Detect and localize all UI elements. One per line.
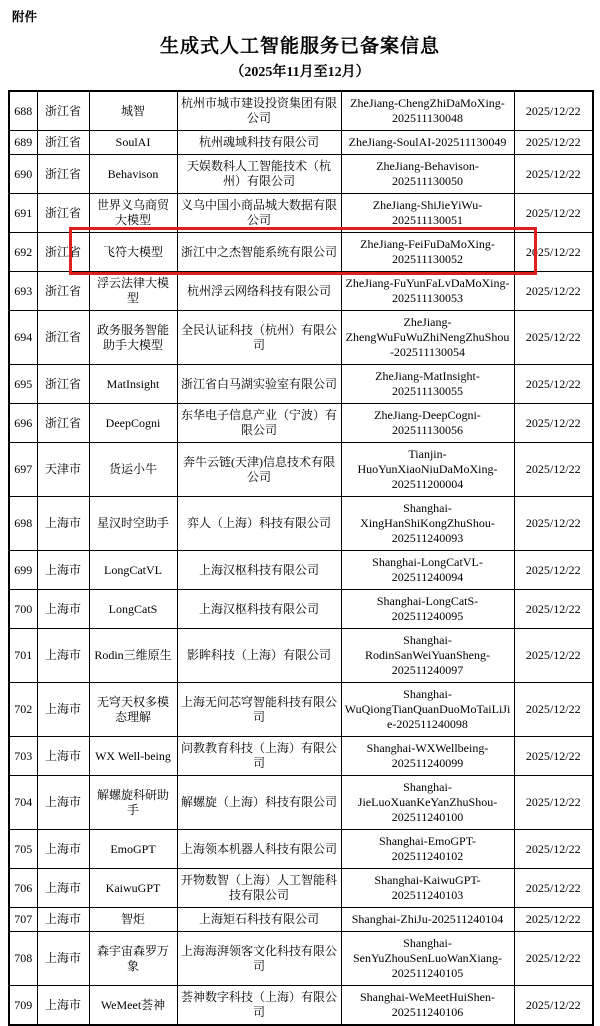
cell-model-name: WeMeet荟神: [89, 986, 177, 1026]
cell-serial-number: 702: [9, 683, 37, 737]
cell-registration-code: Shanghai-WuQiongTianQuanDuoMoTaiLiJie-202511240098: [341, 683, 514, 737]
cell-serial-number: 696: [9, 404, 37, 443]
cell-serial-number: 706: [9, 869, 37, 908]
table-row: [9, 443, 593, 497]
cell-company-name: 义乌中国小商品城大数据有限公司: [177, 194, 341, 233]
cell-registration-code: ZheJiang-DeepCogni-202511130056: [341, 404, 514, 443]
cell-model-name: LongCatS: [89, 590, 177, 629]
cell-company-name: 上海海湃领客文化科技有限公司: [177, 932, 341, 986]
cell-model-name: 浮云法律大模型: [89, 272, 177, 311]
cell-model-name: KaiwuGPT: [89, 869, 177, 908]
table-row: [9, 737, 593, 776]
cell-serial-number: 705: [9, 830, 37, 869]
cell-serial-number: 701: [9, 629, 37, 683]
cell-company-name: 影眸科技（上海）有限公司: [177, 629, 341, 683]
cell-registration-code: ZheJiang-SoulAI-202511130049: [341, 131, 514, 155]
cell-serial-number: 709: [9, 986, 37, 1026]
table-row: [9, 869, 593, 908]
cell-model-name: 解螺旋科研助手: [89, 776, 177, 830]
cell-serial-number: 697: [9, 443, 37, 497]
cell-company-name: 杭州浮云网络科技有限公司: [177, 272, 341, 311]
cell-registration-code: Shanghai-WXWellbeing-202511240099: [341, 737, 514, 776]
cell-region: 上海市: [37, 683, 89, 737]
cell-serial-number: 689: [9, 131, 37, 155]
cell-region: 上海市: [37, 551, 89, 590]
cell-region: 浙江省: [37, 194, 89, 233]
cell-model-name: Behavison: [89, 155, 177, 194]
cell-registration-code: Shanghai-ZhiJu-202511240104: [341, 908, 514, 932]
cell-company-name: 上海领本机器人科技有限公司: [177, 830, 341, 869]
cell-serial-number: 699: [9, 551, 37, 590]
cell-company-name: 荟神数字科技（上海）有限公司: [177, 986, 341, 1026]
cell-region: 浙江省: [37, 272, 89, 311]
cell-company-name: 浙江中之杰智能系统有限公司: [177, 233, 341, 272]
table-row: [9, 932, 593, 986]
cell-company-name: 杭州市城市建设投资集团有限公司: [177, 91, 341, 131]
cell-registration-code: Tianjin-HuoYunXiaoNiuDaMoXing-202511200004: [341, 443, 514, 497]
table-row: [9, 497, 593, 551]
cell-model-name: EmoGPT: [89, 830, 177, 869]
cell-serial-number: 700: [9, 590, 37, 629]
cell-model-name: MatInsight: [89, 365, 177, 404]
cell-date: 2025/12/22: [514, 311, 593, 365]
cell-registration-code: ZheJiang-FeiFuDaMoXing-202511130052: [341, 233, 514, 272]
cell-date: 2025/12/22: [514, 194, 593, 233]
table-row: [9, 194, 593, 233]
cell-region: 上海市: [37, 986, 89, 1026]
cell-company-name: 东华电子信息产业（宁波）有限公司: [177, 404, 341, 443]
cell-registration-code: Shanghai-LongCatVL-202511240094: [341, 551, 514, 590]
cell-registration-code: ZheJiang-ShiJieYiWu-202511130051: [341, 194, 514, 233]
cell-registration-code: Shanghai-KaiwuGPT-202511240103: [341, 869, 514, 908]
table-row: [9, 155, 593, 194]
table-row: [9, 776, 593, 830]
cell-region: 浙江省: [37, 365, 89, 404]
cell-company-name: 天娱数科人工智能技术（杭州）有限公司: [177, 155, 341, 194]
attachment-label: 附件: [12, 10, 38, 24]
cell-model-name: 智炬: [89, 908, 177, 932]
table-row: [9, 908, 593, 932]
table-row: [9, 590, 593, 629]
cell-model-name: 城智: [89, 91, 177, 131]
cell-region: 浙江省: [37, 233, 89, 272]
cell-company-name: 上海汉枢科技有限公司: [177, 590, 341, 629]
cell-serial-number: 698: [9, 497, 37, 551]
cell-model-name: SoulAI: [89, 131, 177, 155]
cell-company-name: 问教教育科技（上海）有限公司: [177, 737, 341, 776]
cell-registration-code: ZheJiang-MatInsight-202511130055: [341, 365, 514, 404]
cell-company-name: 解螺旋（上海）科技有限公司: [177, 776, 341, 830]
cell-serial-number: 708: [9, 932, 37, 986]
cell-date: 2025/12/22: [514, 830, 593, 869]
cell-company-name: 浙江省白马湖实验室有限公司: [177, 365, 341, 404]
table-row: [9, 830, 593, 869]
cell-serial-number: 691: [9, 194, 37, 233]
table-row: [9, 629, 593, 683]
cell-date: 2025/12/22: [514, 932, 593, 986]
cell-model-name: DeepCogni: [89, 404, 177, 443]
cell-date: 2025/12/22: [514, 629, 593, 683]
cell-model-name: LongCatVL: [89, 551, 177, 590]
cell-serial-number: 693: [9, 272, 37, 311]
cell-model-name: WX Well-being: [89, 737, 177, 776]
cell-company-name: 开物数智（上海）人工智能科技有限公司: [177, 869, 341, 908]
cell-date: 2025/12/22: [514, 551, 593, 590]
cell-region: 上海市: [37, 497, 89, 551]
table-row: [9, 404, 593, 443]
cell-region: 上海市: [37, 737, 89, 776]
cell-date: 2025/12/22: [514, 497, 593, 551]
cell-model-name: 无穹天权多模态理解: [89, 683, 177, 737]
table-row: [9, 551, 593, 590]
cell-region: 上海市: [37, 908, 89, 932]
table-row: [9, 233, 593, 272]
cell-model-name: Rodin三维原生: [89, 629, 177, 683]
cell-company-name: 奔牛云链(天津)信息技术有限公司: [177, 443, 341, 497]
cell-serial-number: 688: [9, 91, 37, 131]
table-row: [9, 272, 593, 311]
table-row: [9, 365, 593, 404]
cell-model-name: 世界义乌商贸大模型: [89, 194, 177, 233]
cell-region: 天津市: [37, 443, 89, 497]
cell-region: 浙江省: [37, 91, 89, 131]
cell-registration-code: ZheJiang-ZhengWuFuWuZhiNengZhuShou-202511130054: [341, 311, 514, 365]
page-subtitle: （2025年11月至12月）: [230, 65, 370, 80]
cell-company-name: 上海汉枢科技有限公司: [177, 551, 341, 590]
cell-date: 2025/12/22: [514, 869, 593, 908]
cell-serial-number: 703: [9, 737, 37, 776]
page-title: 生成式人工智能服务已备案信息: [159, 36, 440, 57]
cell-registration-code: Shanghai-JieLuoXuanKeYanZhuShou-202511240100: [341, 776, 514, 830]
table-row: [9, 683, 593, 737]
table-row: [9, 311, 593, 365]
cell-date: 2025/12/22: [514, 155, 593, 194]
cell-registration-code: Shanghai-XingHanShiKongZhuShou-202511240093: [341, 497, 514, 551]
cell-date: 2025/12/22: [514, 737, 593, 776]
cell-registration-code: ZheJiang-FuYunFaLvDaMoXing-202511130053: [341, 272, 514, 311]
cell-region: 上海市: [37, 629, 89, 683]
cell-registration-code: Shanghai-WeMeetHuiShen-202511240106: [341, 986, 514, 1026]
cell-region: 浙江省: [37, 155, 89, 194]
cell-registration-code: ZheJiang-Behavison-202511130050: [341, 155, 514, 194]
cell-date: 2025/12/22: [514, 233, 593, 272]
cell-serial-number: 707: [9, 908, 37, 932]
cell-date: 2025/12/22: [514, 986, 593, 1026]
cell-model-name: 飞符大模型: [89, 233, 177, 272]
cell-date: 2025/12/22: [514, 443, 593, 497]
cell-date: 2025/12/22: [514, 365, 593, 404]
cell-date: 2025/12/22: [514, 590, 593, 629]
registry-table: [8, 90, 594, 1026]
cell-date: 2025/12/22: [514, 272, 593, 311]
table-container: [8, 90, 592, 1026]
cell-model-name: 政务服务智能助手大模型: [89, 311, 177, 365]
cell-registration-code: Shanghai-RodinSanWeiYuanSheng-202511240097: [341, 629, 514, 683]
cell-serial-number: 690: [9, 155, 37, 194]
cell-date: 2025/12/22: [514, 91, 593, 131]
cell-registration-code: Shanghai-EmoGPT-202511240102: [341, 830, 514, 869]
cell-date: 2025/12/22: [514, 908, 593, 932]
table-row: [9, 131, 593, 155]
cell-date: 2025/12/22: [514, 131, 593, 155]
cell-region: 上海市: [37, 830, 89, 869]
cell-serial-number: 692: [9, 233, 37, 272]
cell-serial-number: 694: [9, 311, 37, 365]
cell-company-name: 全民认证科技（杭州）有限公司: [177, 311, 341, 365]
cell-date: 2025/12/22: [514, 776, 593, 830]
cell-region: 上海市: [37, 590, 89, 629]
table-row: [9, 91, 593, 131]
table-row: [9, 986, 593, 1026]
cell-company-name: 上海无问芯穹智能科技有限公司: [177, 683, 341, 737]
cell-company-name: 杭州魂域科技有限公司: [177, 131, 341, 155]
cell-company-name: 弈人（上海）科技有限公司: [177, 497, 341, 551]
cell-region: 浙江省: [37, 131, 89, 155]
cell-date: 2025/12/22: [514, 683, 593, 737]
cell-model-name: 星汉时空助手: [89, 497, 177, 551]
cell-registration-code: Shanghai-LongCatS-202511240095: [341, 590, 514, 629]
cell-region: 上海市: [37, 932, 89, 986]
cell-model-name: 森宇宙森罗万象: [89, 932, 177, 986]
cell-serial-number: 695: [9, 365, 37, 404]
cell-region: 浙江省: [37, 311, 89, 365]
cell-registration-code: ZheJiang-ChengZhiDaMoXing-202511130048: [341, 91, 514, 131]
cell-region: 上海市: [37, 869, 89, 908]
cell-region: 上海市: [37, 776, 89, 830]
cell-date: 2025/12/22: [514, 404, 593, 443]
cell-model-name: 货运小牛: [89, 443, 177, 497]
cell-company-name: 上海矩石科技有限公司: [177, 908, 341, 932]
cell-registration-code: Shanghai-SenYuZhouSenLuoWanXiang-202511240105: [341, 932, 514, 986]
cell-region: 浙江省: [37, 404, 89, 443]
cell-serial-number: 704: [9, 776, 37, 830]
